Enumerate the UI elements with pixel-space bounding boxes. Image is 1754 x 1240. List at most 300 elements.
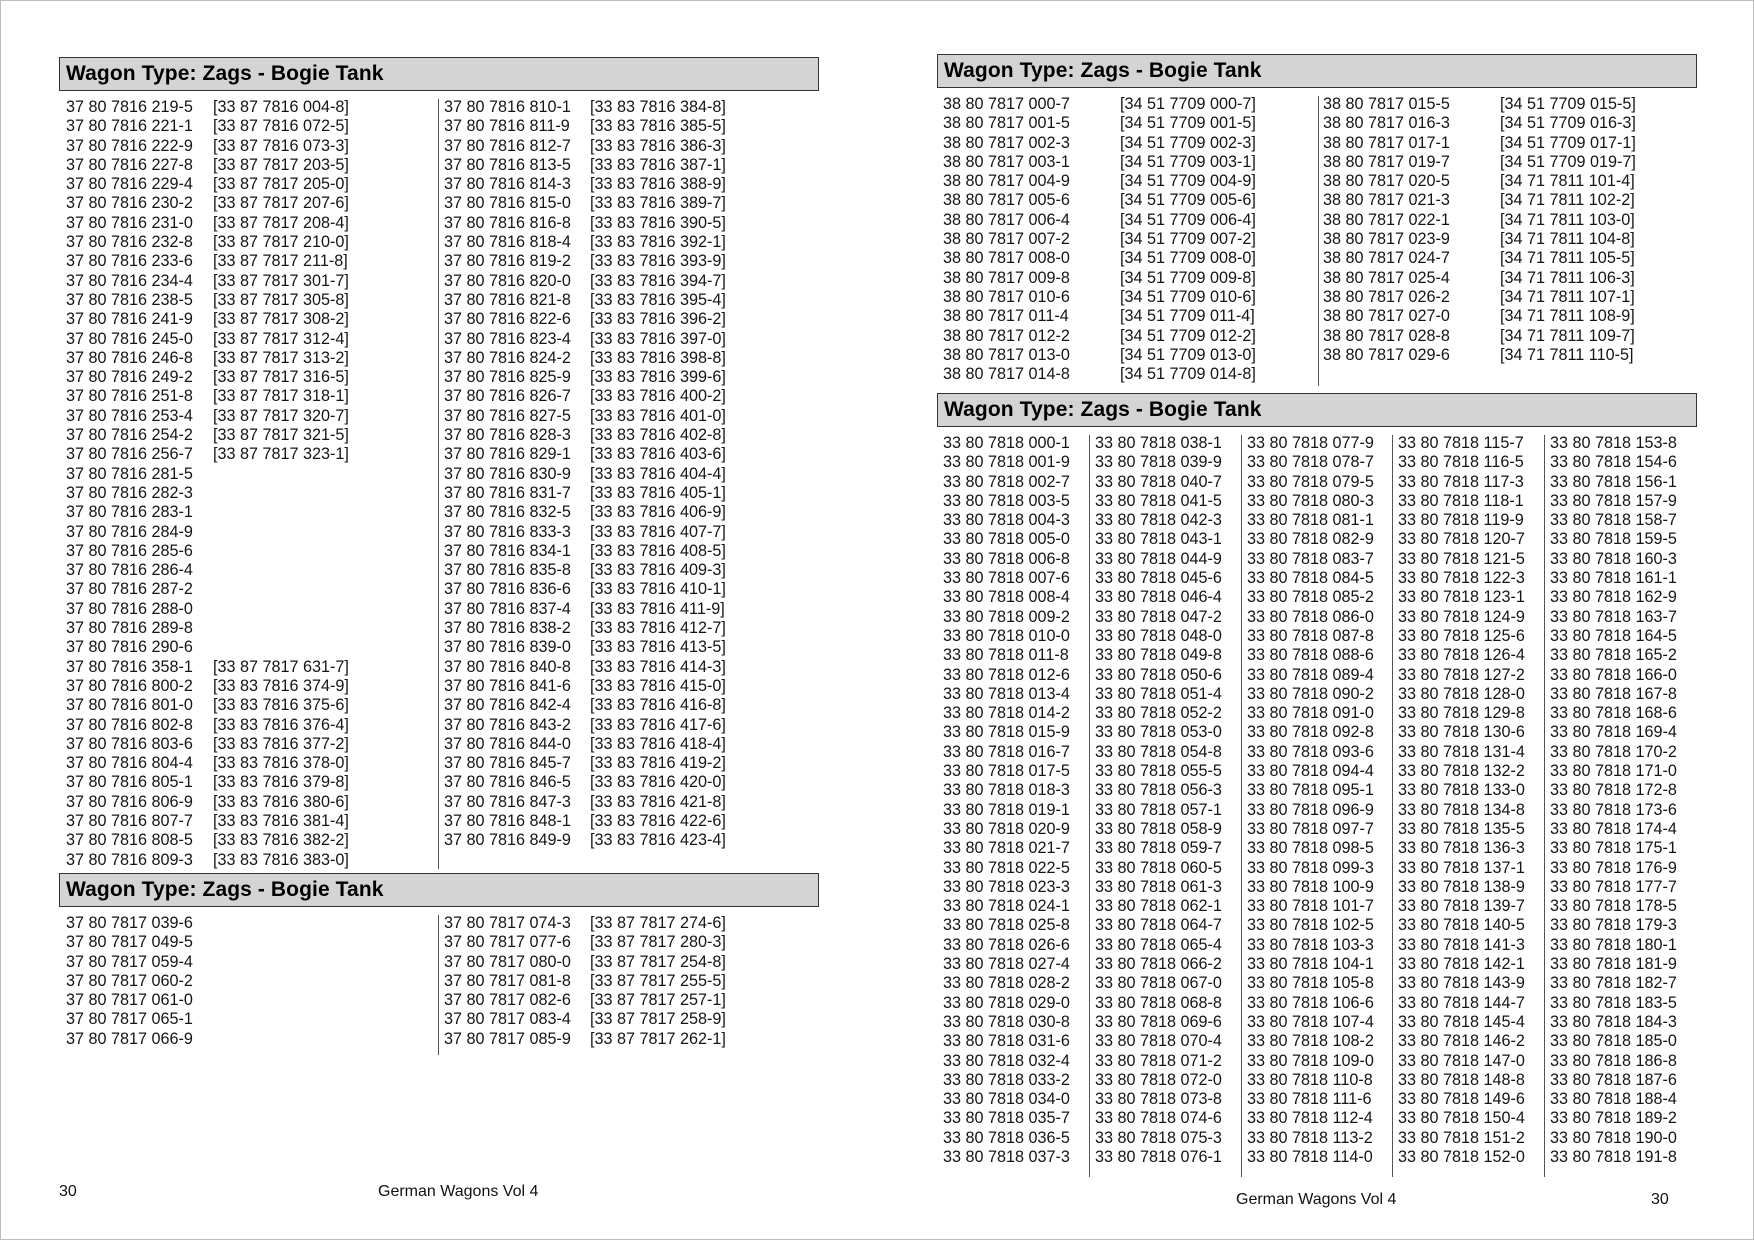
- wagon-number-entry: 33 80 7818 154-6: [1550, 453, 1677, 472]
- wagon-number-entry: 33 80 7818 122-3: [1398, 569, 1525, 588]
- wagon-number-entry: 33 80 7818 092-8: [1247, 723, 1374, 742]
- wagon-number-entry: 37 80 7816 849-9: [444, 831, 571, 850]
- wagon-number-entry: 33 80 7818 107-4: [1247, 1012, 1374, 1031]
- wagon-number-entry: [33 83 7816 398-8]: [590, 348, 726, 367]
- wagon-number-entry: 33 80 7818 028-2: [943, 974, 1070, 993]
- wagon-number-entry: 38 80 7817 014-8: [943, 365, 1070, 384]
- wagon-number-entry: [213, 542, 349, 561]
- wagon-number-entry: 33 80 7818 158-7: [1550, 511, 1677, 530]
- wagon-number-entry: 37 80 7816 806-9: [66, 792, 193, 811]
- section-header: Wagon Type: Zags - Bogie Tank: [59, 873, 819, 907]
- wagon-number-entry: [33 83 7816 386-3]: [590, 136, 726, 155]
- wagon-number-entry: 33 80 7818 147-0: [1398, 1051, 1525, 1070]
- wagon-number-entry: 37 80 7816 283-1: [66, 503, 193, 522]
- wagon-number-entry: [34 71 7811 101-4]: [1500, 172, 1635, 191]
- wagon-number-entry: 33 80 7818 018-3: [943, 781, 1070, 800]
- wagon-number-entry: [34 71 7811 105-5]: [1500, 249, 1635, 268]
- wagon-number-entry: 38 80 7817 020-5: [1323, 172, 1450, 191]
- wagon-number-entry: 33 80 7818 070-4: [1095, 1032, 1222, 1051]
- wagon-number-entry: [33 87 7817 301-7]: [213, 271, 349, 290]
- wagon-number-entry: 33 80 7818 166-0: [1550, 665, 1677, 684]
- column-divider: [1392, 435, 1393, 1177]
- wagon-number-entry: 37 80 7816 233-6: [66, 252, 193, 271]
- wagon-number-entry: 33 80 7818 114-0: [1247, 1147, 1373, 1166]
- wagon-number-entry: 33 80 7818 074-6: [1095, 1109, 1222, 1128]
- wagon-number-entry: 33 80 7818 171-0: [1550, 762, 1677, 781]
- wagon-number-entry: [33 83 7816 389-7]: [590, 194, 726, 213]
- wagon-number-entry: [33 83 7816 412-7]: [590, 619, 726, 638]
- wagon-number-entry: 33 80 7818 151-2: [1398, 1128, 1525, 1147]
- wagon-number-entry: 38 80 7817 025-4: [1323, 268, 1450, 287]
- wagon-number-entry: [34 51 7709 005-6]: [1120, 191, 1256, 210]
- wagon-number-entry: [33 87 7817 258-9]: [590, 1010, 726, 1029]
- wagon-number-entry: 37 80 7816 823-4: [444, 329, 571, 348]
- column-divider: [1241, 435, 1242, 1177]
- wagon-number-entry: 38 80 7817 001-5: [943, 114, 1070, 133]
- wagon-number-entry: [33 83 7816 400-2]: [590, 387, 726, 406]
- wagon-number-entry: 33 80 7818 129-8: [1398, 704, 1525, 723]
- wagon-number-entry: 33 80 7818 109-0: [1247, 1051, 1374, 1070]
- wagon-number-entry: 33 80 7818 134-8: [1398, 800, 1525, 819]
- wagon-number-entry: 33 80 7818 117-3: [1398, 472, 1524, 491]
- wagon-number-entry: [33 83 7816 413-5]: [590, 638, 726, 657]
- wagon-number-entry: 33 80 7818 113-2: [1247, 1128, 1373, 1147]
- wagon-number-entry: 33 80 7818 181-9: [1550, 955, 1677, 974]
- wagon-number-entry: 33 80 7818 054-8: [1095, 742, 1222, 761]
- wagon-number-entry: 33 80 7818 190-0: [1550, 1128, 1677, 1147]
- wagon-number-entry: 33 80 7818 177-7: [1550, 877, 1677, 896]
- wagon-number-entry: 33 80 7818 133-0: [1398, 781, 1525, 800]
- wagon-number-entry: 33 80 7818 057-1: [1095, 800, 1222, 819]
- wagon-number-entry: 33 80 7818 184-3: [1550, 1012, 1677, 1031]
- wagon-number-entry: 37 80 7816 227-8: [66, 155, 193, 174]
- wagon-number-entry: [33 83 7816 383-0]: [213, 850, 349, 869]
- wagon-number-entry: 37 80 7816 834-1: [444, 541, 571, 560]
- wagon-number-entry: 33 80 7818 103-3: [1247, 935, 1374, 954]
- wagon-number-entry: 33 80 7818 131-4: [1398, 742, 1525, 761]
- wagon-number-entry: 33 80 7818 025-8: [943, 916, 1070, 935]
- wagon-number-entry: [33 83 7816 418-4]: [590, 734, 726, 753]
- wagon-number-entry: [33 83 7816 405-1]: [590, 483, 726, 502]
- wagon-number-entry: 33 80 7818 143-9: [1398, 974, 1525, 993]
- wagon-number-entry: 33 80 7818 089-4: [1247, 665, 1374, 684]
- wagon-number-entry: [34 51 7709 014-8]: [1120, 365, 1256, 384]
- wagon-number-entry: 33 80 7818 084-5: [1247, 569, 1374, 588]
- wagon-number-entry: 33 80 7818 009-2: [943, 607, 1070, 626]
- wagon-number-entry: 33 80 7818 102-5: [1247, 916, 1374, 935]
- wagon-number-entry: 38 80 7817 005-6: [943, 191, 1070, 210]
- wagon-number-entry: 33 80 7818 153-8: [1550, 434, 1677, 452]
- wagon-number-entry: 33 80 7818 182-7: [1550, 974, 1677, 993]
- wagon-number-entry: 33 80 7818 023-3: [943, 877, 1070, 896]
- wagon-number-entry: 37 80 7816 234-4: [66, 271, 193, 290]
- wagon-number-entry: 37 80 7816 812-7: [444, 136, 571, 155]
- old-number-column: [1500, 95, 1636, 365]
- wagon-number-entry: 37 80 7817 039-6: [66, 914, 193, 932]
- wagon-number-entry: 33 80 7818 096-9: [1247, 800, 1374, 819]
- wagon-number-entry: 33 80 7818 013-4: [943, 684, 1070, 703]
- book-title: German Wagons Vol 4: [378, 1183, 539, 1200]
- wagon-number-entry: 33 80 7818 124-9: [1398, 607, 1525, 626]
- wagon-number-entry: 33 80 7818 056-3: [1095, 781, 1222, 800]
- wagon-number-entry: [213, 484, 349, 503]
- wagon-number-entry: 33 80 7818 174-4: [1550, 819, 1677, 838]
- wagon-number-entry: [33 87 7816 073-3]: [213, 136, 349, 155]
- wagon-number-entry: 33 80 7818 017-5: [943, 762, 1070, 781]
- wagon-number-entry: 33 80 7818 093-6: [1247, 742, 1374, 761]
- wagon-number-entry: [33 87 7816 004-8]: [213, 98, 349, 116]
- page-number: 30: [1651, 1191, 1669, 1208]
- wagon-number-entry: 37 80 7816 818-4: [444, 233, 571, 252]
- wagon-number-entry: 37 80 7817 059-4: [66, 952, 193, 971]
- wagon-number-entry: 33 80 7818 157-9: [1550, 491, 1677, 510]
- wagon-number-entry: 33 80 7818 012-6: [943, 665, 1070, 684]
- wagon-number-entry: 33 80 7818 083-7: [1247, 549, 1374, 568]
- wagon-number-entry: [34 51 7709 010-6]: [1120, 287, 1256, 306]
- wagon-number-entry: 33 80 7818 081-1: [1247, 511, 1374, 530]
- section-header: Wagon Type: Zags - Bogie Tank: [937, 54, 1697, 88]
- wagon-number-entry: 37 80 7816 840-8: [444, 657, 571, 676]
- wagon-number-entry: 38 80 7817 000-7: [943, 95, 1070, 113]
- wagon-number-entry: [33 87 7817 323-1]: [213, 445, 349, 464]
- wagon-number-entry: 37 80 7816 802-8: [66, 715, 193, 734]
- wagon-number-entry: [33 83 7816 374-9]: [213, 676, 349, 695]
- wagon-number-entry: [33 83 7816 390-5]: [590, 213, 726, 232]
- wagon-number-entry: 33 80 7818 000-1: [943, 434, 1070, 452]
- wagon-number-entry: [33 87 7816 072-5]: [213, 117, 349, 136]
- wagon-number-entry: 37 80 7816 836-6: [444, 580, 571, 599]
- wagon-number-entry: 38 80 7817 008-0: [943, 249, 1070, 268]
- wagon-number-entry: 33 80 7818 037-3: [943, 1147, 1070, 1166]
- wagon-number-entry: 33 80 7818 080-3: [1247, 491, 1374, 510]
- wagon-number-entry: [33 83 7816 376-4]: [213, 715, 349, 734]
- wagon-number-entry: 33 80 7818 176-9: [1550, 858, 1677, 877]
- wagon-number-entry: 37 80 7816 289-8: [66, 619, 193, 638]
- wagon-number-entry: 33 80 7818 112-4: [1247, 1109, 1373, 1128]
- wagon-number-entry: 38 80 7817 016-3: [1323, 114, 1450, 133]
- wagon-number-entry: [33 83 7816 393-9]: [590, 252, 726, 271]
- wagon-number-entry: [33 87 7817 208-4]: [213, 213, 349, 232]
- wagon-number-entry: [34 51 7709 016-3]: [1500, 114, 1636, 133]
- wagon-number-entry: 33 80 7818 016-7: [943, 742, 1070, 761]
- wagon-number-entry: 33 80 7818 052-2: [1095, 704, 1222, 723]
- wagon-number-entry: [33 83 7816 422-6]: [590, 811, 726, 830]
- wagon-number-entry: [33 83 7816 403-6]: [590, 445, 726, 464]
- wagon-number-entry: [33 83 7816 411-9]: [590, 599, 725, 618]
- wagon-number-entry: 33 80 7818 064-7: [1095, 916, 1222, 935]
- wagon-number-entry: 33 80 7818 038-1: [1095, 434, 1222, 452]
- wagon-number-entry: [34 51 7709 011-4]: [1120, 307, 1255, 326]
- wagon-number-entry: 33 80 7818 135-5: [1398, 819, 1525, 838]
- wagon-number-entry: [34 51 7709 000-7]: [1120, 95, 1256, 113]
- wagon-number-entry: 33 80 7818 041-5: [1095, 491, 1222, 510]
- wagon-number-entry: [33 87 7817 631-7]: [213, 657, 349, 676]
- wagon-number-entry: 38 80 7817 015-5: [1323, 95, 1450, 113]
- wagon-number-entry: 33 80 7818 094-4: [1247, 762, 1374, 781]
- wagon-number-entry: 33 80 7818 087-8: [1247, 626, 1374, 645]
- wagon-number-entry: 33 80 7818 019-1: [943, 800, 1070, 819]
- wagon-number-entry: [34 71 7811 102-2]: [1500, 191, 1635, 210]
- wagon-number-entry: 33 80 7818 006-8: [943, 549, 1070, 568]
- wagon-number-entry: 33 80 7818 185-0: [1550, 1032, 1677, 1051]
- wagon-number-entry: 37 80 7816 222-9: [66, 136, 193, 155]
- wagon-number-entry: 33 80 7818 127-2: [1398, 665, 1525, 684]
- wagon-number-entry: 37 80 7816 241-9: [66, 310, 193, 329]
- wagon-number-entry: 33 80 7818 132-2: [1398, 762, 1525, 781]
- wagon-number-entry: [33 83 7816 380-6]: [213, 792, 349, 811]
- wagon-number-entry: [33 83 7816 395-4]: [590, 290, 726, 309]
- wagon-number-entry: 37 80 7816 839-0: [444, 638, 571, 657]
- wagon-number-entry: 33 80 7818 130-6: [1398, 723, 1525, 742]
- wagon-number-entry: 38 80 7817 029-6: [1323, 345, 1450, 364]
- wagon-number-entry: 33 80 7818 142-1: [1398, 955, 1525, 974]
- wagon-number-entry: 37 80 7816 830-9: [444, 464, 571, 483]
- wagon-number-entry: 33 80 7818 086-0: [1247, 607, 1374, 626]
- wagon-number-entry: 37 80 7816 801-0: [66, 696, 193, 715]
- wagon-number-entry: 33 80 7818 128-0: [1398, 684, 1525, 703]
- wagon-number-entry: 33 80 7818 156-1: [1550, 472, 1677, 491]
- wagon-number-entry: [33 87 7817 308-2]: [213, 310, 349, 329]
- wagon-number-entry: 33 80 7818 188-4: [1550, 1090, 1677, 1109]
- wagon-number-entry: 33 80 7818 046-4: [1095, 588, 1222, 607]
- wagon-number-entry: 33 80 7818 049-8: [1095, 646, 1222, 665]
- old-number-column: [1120, 95, 1256, 384]
- wagon-number-entry: [34 51 7709 001-5]: [1120, 114, 1256, 133]
- wagon-number-entry: [33 83 7816 421-8]: [590, 792, 726, 811]
- wagon-number-entry: 33 80 7818 170-2: [1550, 742, 1677, 761]
- wagon-number-entry: 33 80 7818 120-7: [1398, 530, 1525, 549]
- wagon-number-entry: 33 80 7818 071-2: [1095, 1051, 1222, 1070]
- wagon-number-entry: 37 80 7816 821-8: [444, 290, 571, 309]
- wagon-number-entry: 37 80 7816 835-8: [444, 561, 571, 580]
- wagon-number-entry: [34 51 7709 004-9]: [1120, 172, 1256, 191]
- wagon-number-entry: 33 80 7818 106-6: [1247, 993, 1374, 1012]
- wagon-number-entry: [34 51 7709 015-5]: [1500, 95, 1636, 113]
- wagon-number-entry: [33 83 7816 408-5]: [590, 541, 726, 560]
- wagon-number-entry: 37 80 7816 827-5: [444, 406, 571, 425]
- wagon-number-entry: [33 87 7817 280-3]: [590, 933, 726, 952]
- wagon-number-entry: 37 80 7816 238-5: [66, 290, 193, 309]
- wagon-number-entry: 33 80 7818 183-5: [1550, 993, 1677, 1012]
- wagon-number-entry: 33 80 7818 100-9: [1247, 877, 1374, 896]
- wagon-number-entry: 33 80 7818 053-0: [1095, 723, 1222, 742]
- wagon-number-entry: 33 80 7818 091-0: [1247, 704, 1374, 723]
- wagon-number-column: [1550, 434, 1677, 1167]
- wagon-number-entry: 33 80 7818 072-0: [1095, 1070, 1222, 1089]
- wagon-number-entry: [213, 619, 349, 638]
- wagon-number-entry: 38 80 7817 022-1: [1323, 210, 1450, 229]
- wagon-number-entry: 33 80 7818 161-1: [1550, 569, 1677, 588]
- wagon-number-entry: 33 80 7818 035-7: [943, 1109, 1070, 1128]
- wagon-number-entry: [34 71 7811 109-7]: [1500, 326, 1635, 345]
- wagon-number-entry: 33 80 7818 118-1: [1398, 491, 1524, 510]
- wagon-number-entry: 33 80 7818 076-1: [1095, 1147, 1222, 1166]
- wagon-number-entry: [213, 465, 349, 484]
- wagon-number-entry: 37 80 7816 810-1: [444, 98, 571, 116]
- wagon-number-entry: 37 80 7816 245-0: [66, 329, 193, 348]
- wagon-number-entry: 33 80 7818 022-5: [943, 858, 1070, 877]
- wagon-number-entry: 37 80 7816 231-0: [66, 213, 193, 232]
- wagon-number-entry: [33 83 7816 404-4]: [590, 464, 726, 483]
- wagon-number-entry: 37 80 7816 807-7: [66, 811, 193, 830]
- wagon-number-entry: [34 51 7709 008-0]: [1120, 249, 1256, 268]
- wagon-number-entry: [33 83 7816 406-9]: [590, 503, 726, 522]
- page-number: 30: [59, 1183, 77, 1200]
- wagon-number-entry: 33 80 7818 145-4: [1398, 1012, 1525, 1031]
- wagon-number-column: [943, 434, 1070, 1167]
- wagon-number-entry: 37 80 7816 815-0: [444, 194, 571, 213]
- wagon-number-entry: [34 71 7811 108-9]: [1500, 307, 1635, 326]
- wagon-number-entry: 33 80 7818 032-4: [943, 1051, 1070, 1070]
- wagon-number-entry: 33 80 7818 045-6: [1095, 569, 1222, 588]
- wagon-number-entry: 33 80 7818 099-3: [1247, 858, 1374, 877]
- wagon-number-entry: 37 80 7816 804-4: [66, 754, 193, 773]
- wagon-number-entry: 33 80 7818 034-0: [943, 1090, 1070, 1109]
- wagon-number-entry: 33 80 7818 150-4: [1398, 1109, 1525, 1128]
- wagon-number-entry: 33 80 7818 187-6: [1550, 1070, 1677, 1089]
- wagon-number-entry: 33 80 7818 048-0: [1095, 626, 1222, 645]
- wagon-number-entry: 37 80 7816 358-1: [66, 657, 193, 676]
- wagon-number-entry: 38 80 7817 010-6: [943, 287, 1070, 306]
- wagon-number-entry: 37 80 7816 825-9: [444, 368, 571, 387]
- wagon-number-entry: 37 80 7816 221-1: [66, 117, 193, 136]
- wagon-number-entry: 33 80 7818 123-1: [1398, 588, 1525, 607]
- wagon-number-entry: [33 87 7817 262-1]: [590, 1029, 726, 1048]
- wagon-number-entry: 33 80 7818 191-8: [1550, 1147, 1677, 1166]
- wagon-number-entry: 33 80 7818 175-1: [1550, 839, 1677, 858]
- wagon-number-entry: 33 80 7818 073-8: [1095, 1090, 1222, 1109]
- wagon-number-entry: 37 80 7817 065-1: [66, 1010, 193, 1029]
- wagon-number-entry: 33 80 7818 050-6: [1095, 665, 1222, 684]
- wagon-number-entry: 33 80 7818 104-1: [1247, 955, 1374, 974]
- wagon-number-entry: [33 83 7816 388-9]: [590, 175, 726, 194]
- wagon-number-entry: 33 80 7818 005-0: [943, 530, 1070, 549]
- wagon-number-entry: 38 80 7817 024-7: [1323, 249, 1450, 268]
- old-number-column: [213, 98, 349, 870]
- wagon-number-entry: [33 83 7816 378-0]: [213, 754, 349, 773]
- wagon-number-entry: 33 80 7818 062-1: [1095, 897, 1222, 916]
- wagon-number-entry: 37 80 7816 800-2: [66, 676, 193, 695]
- wagon-number-entry: 37 80 7816 253-4: [66, 406, 193, 425]
- wagon-number-entry: 37 80 7817 077-6: [444, 933, 571, 952]
- wagon-number-entry: 33 80 7818 168-6: [1550, 704, 1677, 723]
- wagon-number-entry: 33 80 7818 042-3: [1095, 511, 1222, 530]
- wagon-number-entry: 33 80 7818 189-2: [1550, 1109, 1677, 1128]
- old-number-column: [590, 914, 726, 1049]
- wagon-number-entry: [33 83 7816 397-0]: [590, 329, 726, 348]
- wagon-number-entry: 33 80 7818 116-5: [1398, 453, 1524, 472]
- wagon-number-column: [1323, 95, 1450, 365]
- wagon-number-entry: [33 87 7817 313-2]: [213, 348, 349, 367]
- wagon-number-entry: 33 80 7818 146-2: [1398, 1032, 1525, 1051]
- wagon-number-entry: 37 80 7816 809-3: [66, 850, 193, 869]
- wagon-number-entry: 33 80 7818 110-8: [1247, 1070, 1373, 1089]
- wagon-number-entry: 33 80 7818 095-1: [1247, 781, 1374, 800]
- wagon-number-entry: [33 87 7817 203-5]: [213, 155, 349, 174]
- section-header: Wagon Type: Zags - Bogie Tank: [59, 57, 819, 91]
- wagon-number-entry: 37 80 7816 814-3: [444, 175, 571, 194]
- wagon-number-entry: 33 80 7818 105-8: [1247, 974, 1374, 993]
- wagon-number-entry: [33 83 7816 399-6]: [590, 368, 726, 387]
- wagon-number-entry: 37 80 7816 847-3: [444, 792, 571, 811]
- wagon-number-entry: 37 80 7817 061-0: [66, 991, 193, 1010]
- wagon-number-entry: [34 51 7709 009-8]: [1120, 268, 1256, 287]
- wagon-number-entry: [33 83 7816 414-3]: [590, 657, 726, 676]
- wagon-number-entry: 37 80 7816 841-6: [444, 676, 571, 695]
- wagon-number-entry: 33 80 7818 159-5: [1550, 530, 1677, 549]
- wagon-number-entry: 33 80 7818 137-1: [1398, 858, 1525, 877]
- wagon-number-entry: 38 80 7817 019-7: [1323, 152, 1450, 171]
- wagon-number-entry: 33 80 7818 039-9: [1095, 453, 1222, 472]
- wagon-number-entry: 37 80 7816 833-3: [444, 522, 571, 541]
- wagon-number-entry: 37 80 7816 832-5: [444, 503, 571, 522]
- wagon-number-entry: 33 80 7818 148-8: [1398, 1070, 1525, 1089]
- wagon-number-entry: 38 80 7817 002-3: [943, 133, 1070, 152]
- wagon-number-entry: 33 80 7818 061-3: [1095, 877, 1222, 896]
- wagon-number-entry: [33 87 7817 321-5]: [213, 426, 349, 445]
- wagon-number-entry: 37 80 7816 808-5: [66, 831, 193, 850]
- wagon-number-entry: 33 80 7818 069-6: [1095, 1012, 1222, 1031]
- wagon-number-entry: 33 80 7818 036-5: [943, 1128, 1070, 1147]
- wagon-number-entry: 33 80 7818 001-9: [943, 453, 1070, 472]
- wagon-number-entry: [34 51 7709 002-3]: [1120, 133, 1256, 152]
- wagon-number-entry: 33 80 7818 002-7: [943, 472, 1070, 491]
- wagon-number-entry: 37 80 7816 219-5: [66, 98, 193, 116]
- wagon-number-entry: 33 80 7818 010-0: [943, 626, 1070, 645]
- wagon-number-entry: 33 80 7818 040-7: [1095, 472, 1222, 491]
- wagon-number-entry: 33 80 7818 020-9: [943, 819, 1070, 838]
- wagon-number-entry: [33 87 7817 318-1]: [213, 387, 349, 406]
- wagon-number-entry: [33 87 7817 254-8]: [590, 952, 726, 971]
- wagon-number-entry: [33 83 7816 401-0]: [590, 406, 726, 425]
- wagon-number-entry: 37 80 7816 805-1: [66, 773, 193, 792]
- wagon-number-entry: 33 80 7818 021-7: [943, 839, 1070, 858]
- wagon-number-entry: 37 80 7816 820-0: [444, 271, 571, 290]
- wagon-number-entry: 33 80 7818 003-5: [943, 491, 1070, 510]
- wagon-number-entry: [33 87 7817 320-7]: [213, 406, 349, 425]
- book-title: German Wagons Vol 4: [1236, 1191, 1397, 1208]
- wagon-number-entry: 33 80 7818 136-3: [1398, 839, 1525, 858]
- wagon-number-entry: 33 80 7818 152-0: [1398, 1147, 1525, 1166]
- wagon-number-entry: [34 71 7811 107-1]: [1500, 287, 1635, 306]
- wagon-number-entry: 33 80 7818 108-2: [1247, 1032, 1374, 1051]
- wagon-number-entry: 33 80 7818 121-5: [1398, 549, 1525, 568]
- wagon-number-entry: 33 80 7818 172-8: [1550, 781, 1677, 800]
- wagon-number-column: [1398, 434, 1525, 1167]
- wagon-number-entry: 33 80 7818 138-9: [1398, 877, 1525, 896]
- wagon-number-entry: 33 80 7818 167-8: [1550, 684, 1677, 703]
- wagon-number-entry: [33 83 7816 375-6]: [213, 696, 349, 715]
- column-divider: [1089, 435, 1090, 1177]
- wagon-number-entry: 38 80 7817 003-1: [943, 152, 1070, 171]
- wagon-number-entry: 37 80 7816 844-0: [444, 734, 571, 753]
- wagon-number-entry: [213, 580, 349, 599]
- wagon-number-column: [1247, 434, 1374, 1167]
- wagon-number-entry: 37 80 7817 081-8: [444, 971, 571, 990]
- wagon-number-entry: 33 80 7818 165-2: [1550, 646, 1677, 665]
- wagon-number-entry: [33 87 7817 316-5]: [213, 368, 349, 387]
- wagon-number-entry: 37 80 7816 816-8: [444, 213, 571, 232]
- wagon-number-entry: 33 80 7818 186-8: [1550, 1051, 1677, 1070]
- wagon-number-entry: 33 80 7818 067-0: [1095, 974, 1222, 993]
- wagon-number-entry: 38 80 7817 026-2: [1323, 287, 1450, 306]
- wagon-number-entry: 33 80 7818 007-6: [943, 569, 1070, 588]
- wagon-number-entry: 37 80 7816 838-2: [444, 619, 571, 638]
- wagon-number-entry: 37 80 7816 285-6: [66, 541, 193, 560]
- wagon-number-entry: 33 80 7818 090-2: [1247, 684, 1374, 703]
- wagon-number-entry: [34 51 7709 017-1]: [1500, 133, 1636, 152]
- wagon-number-entry: 33 80 7818 029-0: [943, 993, 1070, 1012]
